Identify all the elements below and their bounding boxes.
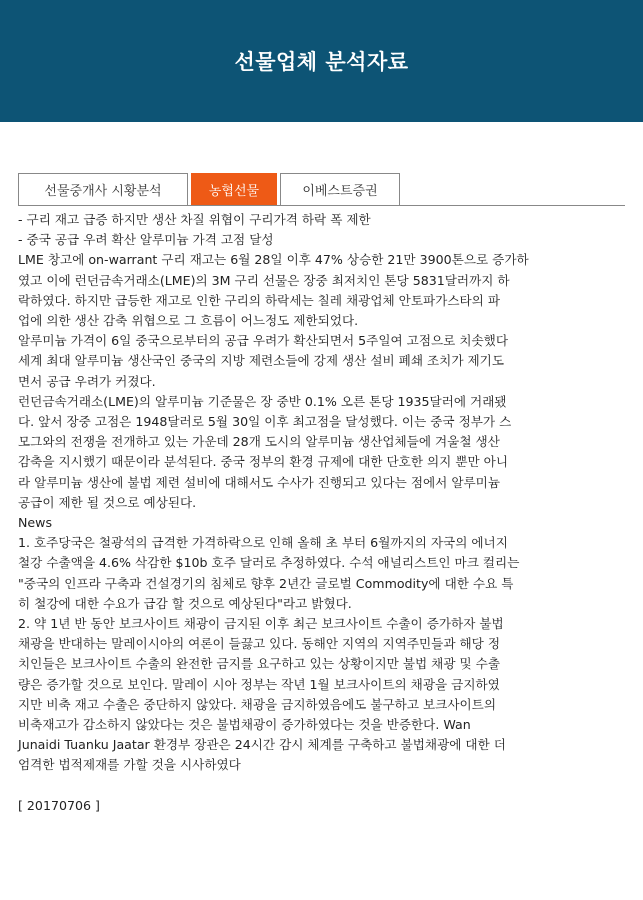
app-header xyxy=(0,0,643,122)
article-line: "중국의 인프라 구축과 건설경기의 침체로 향후 2년간 글로벌 Commodity에 대한 수요 특 xyxy=(18,575,514,591)
article-line: 엄격한 법적제재를 가할 것을 시사하였다 xyxy=(18,757,241,773)
article-line: 치인들은 보크사이트 수출의 완전한 금지를 요구하고 있는 상황이지만 불법 채광 및 수출 xyxy=(18,656,500,672)
article-line: LME 창고에 on-warrant 구리 재고는 6월 28일 이후 47% 상승한 21만 3900톤으로 증가하 xyxy=(18,252,529,268)
article-line: 채광을 반대하는 말레이시아의 여론이 들끓고 있다. 동해안 지역의 지역주민들과 해당 정 xyxy=(18,636,500,652)
article-line: 업에 의한 생산 감축 위협으로 그 흐름이 어느정도 제한되었다. xyxy=(18,313,359,329)
article-line: 히 철강에 대한 수요가 급감 할 것으로 예상된다"라고 밝혔다. xyxy=(18,595,352,611)
article-line: 락하였다. 하지만 급등한 재고로 인한 구리의 하락세는 칠레 채광업체 안토파가스타의 파 xyxy=(18,292,500,308)
article-date: [ 20170706 ] xyxy=(18,797,100,813)
article-line: 런던금속거래소(LME)의 알루미늄 기준물은 장 중반 0.1% 오른 톤당 1935달러에 거래됐 xyxy=(18,393,507,409)
news-heading: News xyxy=(18,515,53,531)
tab-bar xyxy=(18,171,403,205)
article-line: 모그와의 전쟁을 전개하고 있는 가운데 28개 도시의 알루미늄 생산업체들에 겨울철 생산 xyxy=(18,434,500,450)
article-line: 라 알루미늄 생산에 불법 제련 설비에 대해서도 수사가 진행되고 있다는 점에서 알루미늄 xyxy=(18,474,500,490)
article-line: 면서 공급 우려가 커졌다. xyxy=(18,373,156,389)
tab-nh-futures[interactable]: 농협선물 xyxy=(191,173,277,205)
article-line: 공급이 제한 될 것으로 예상된다. xyxy=(18,494,197,510)
article-line: Junaidi Tuanku Jaatar 환경부 장관은 24시간 감시 체계를 구축하고 불법채광에 대한 더 xyxy=(18,737,506,753)
tab-divider xyxy=(18,205,625,206)
page-title: 선물업체 분석자료 xyxy=(234,50,409,74)
article-line: 비축재고가 감소하지 않았다는 것은 불법채광이 증가하였다는 것을 반증한다. Wan xyxy=(18,717,471,733)
article-line: 세계 최대 알루미늄 생산국인 중국의 지방 제련소들에 강제 생산 설비 폐쇄 조치가 제기도 xyxy=(18,353,504,369)
article-line: 2. 약 1년 반 동안 보크사이트 채광이 금지된 이후 최근 보크사이트 수출이 증가하자 불법 xyxy=(18,616,504,632)
article-line: 량은 증가할 것으로 보인다. 말레이 시아 정부는 작년 1월 보크사이트의 채광을 금지하였 xyxy=(18,676,500,692)
article-line: 철강 수출액을 4.6% 삭감한 $10b 호주 달러로 추정하였다. 수석 애널리스트인 마크 컬리는 xyxy=(18,555,520,571)
article-line: 감축을 지시했기 때문이라 분석된다. 중국 정부의 환경 규제에 대한 단호한 의지 뿐만 아니 xyxy=(18,454,509,470)
article-line: 다. 앞서 장중 고점은 1948달러로 5월 30일 이후 최고점을 달성했다. 이는 중국 정부가 스 xyxy=(18,414,512,430)
article-body xyxy=(18,210,631,816)
article-line: 알루미늄 가격이 6일 중국으로부터의 공급 우려가 확산되면서 5주일여 고점으로 치솟했다 xyxy=(18,333,509,349)
article-line: - 구리 재고 급증 하지만 생산 차질 위협이 구리가격 하락 폭 제한 xyxy=(18,212,371,227)
tab-market-analysis[interactable]: 선물중개사 시황분석 xyxy=(18,173,188,205)
article-line: 지만 비축 재고 수출은 중단하지 않았다. 채광을 금지하였음에도 불구하고 보크사이트의 xyxy=(18,696,496,712)
article-line: - 중국 공급 우려 확산 알루미늄 가격 고점 달성 xyxy=(18,232,274,248)
article-line: 였고 이에 런던금속거래소(LME)의 3M 구리 선물은 장중 최저치인 톤당 5831달러까지 하 xyxy=(18,272,510,288)
article-line: 1. 호주당국은 철광석의 급격한 가격하락으로 인해 올해 초 부터 6월까지의 자국의 에너지 xyxy=(18,535,508,551)
tab-ebest-securities[interactable]: 이베스트증권 xyxy=(280,173,400,205)
spacer xyxy=(18,776,631,796)
